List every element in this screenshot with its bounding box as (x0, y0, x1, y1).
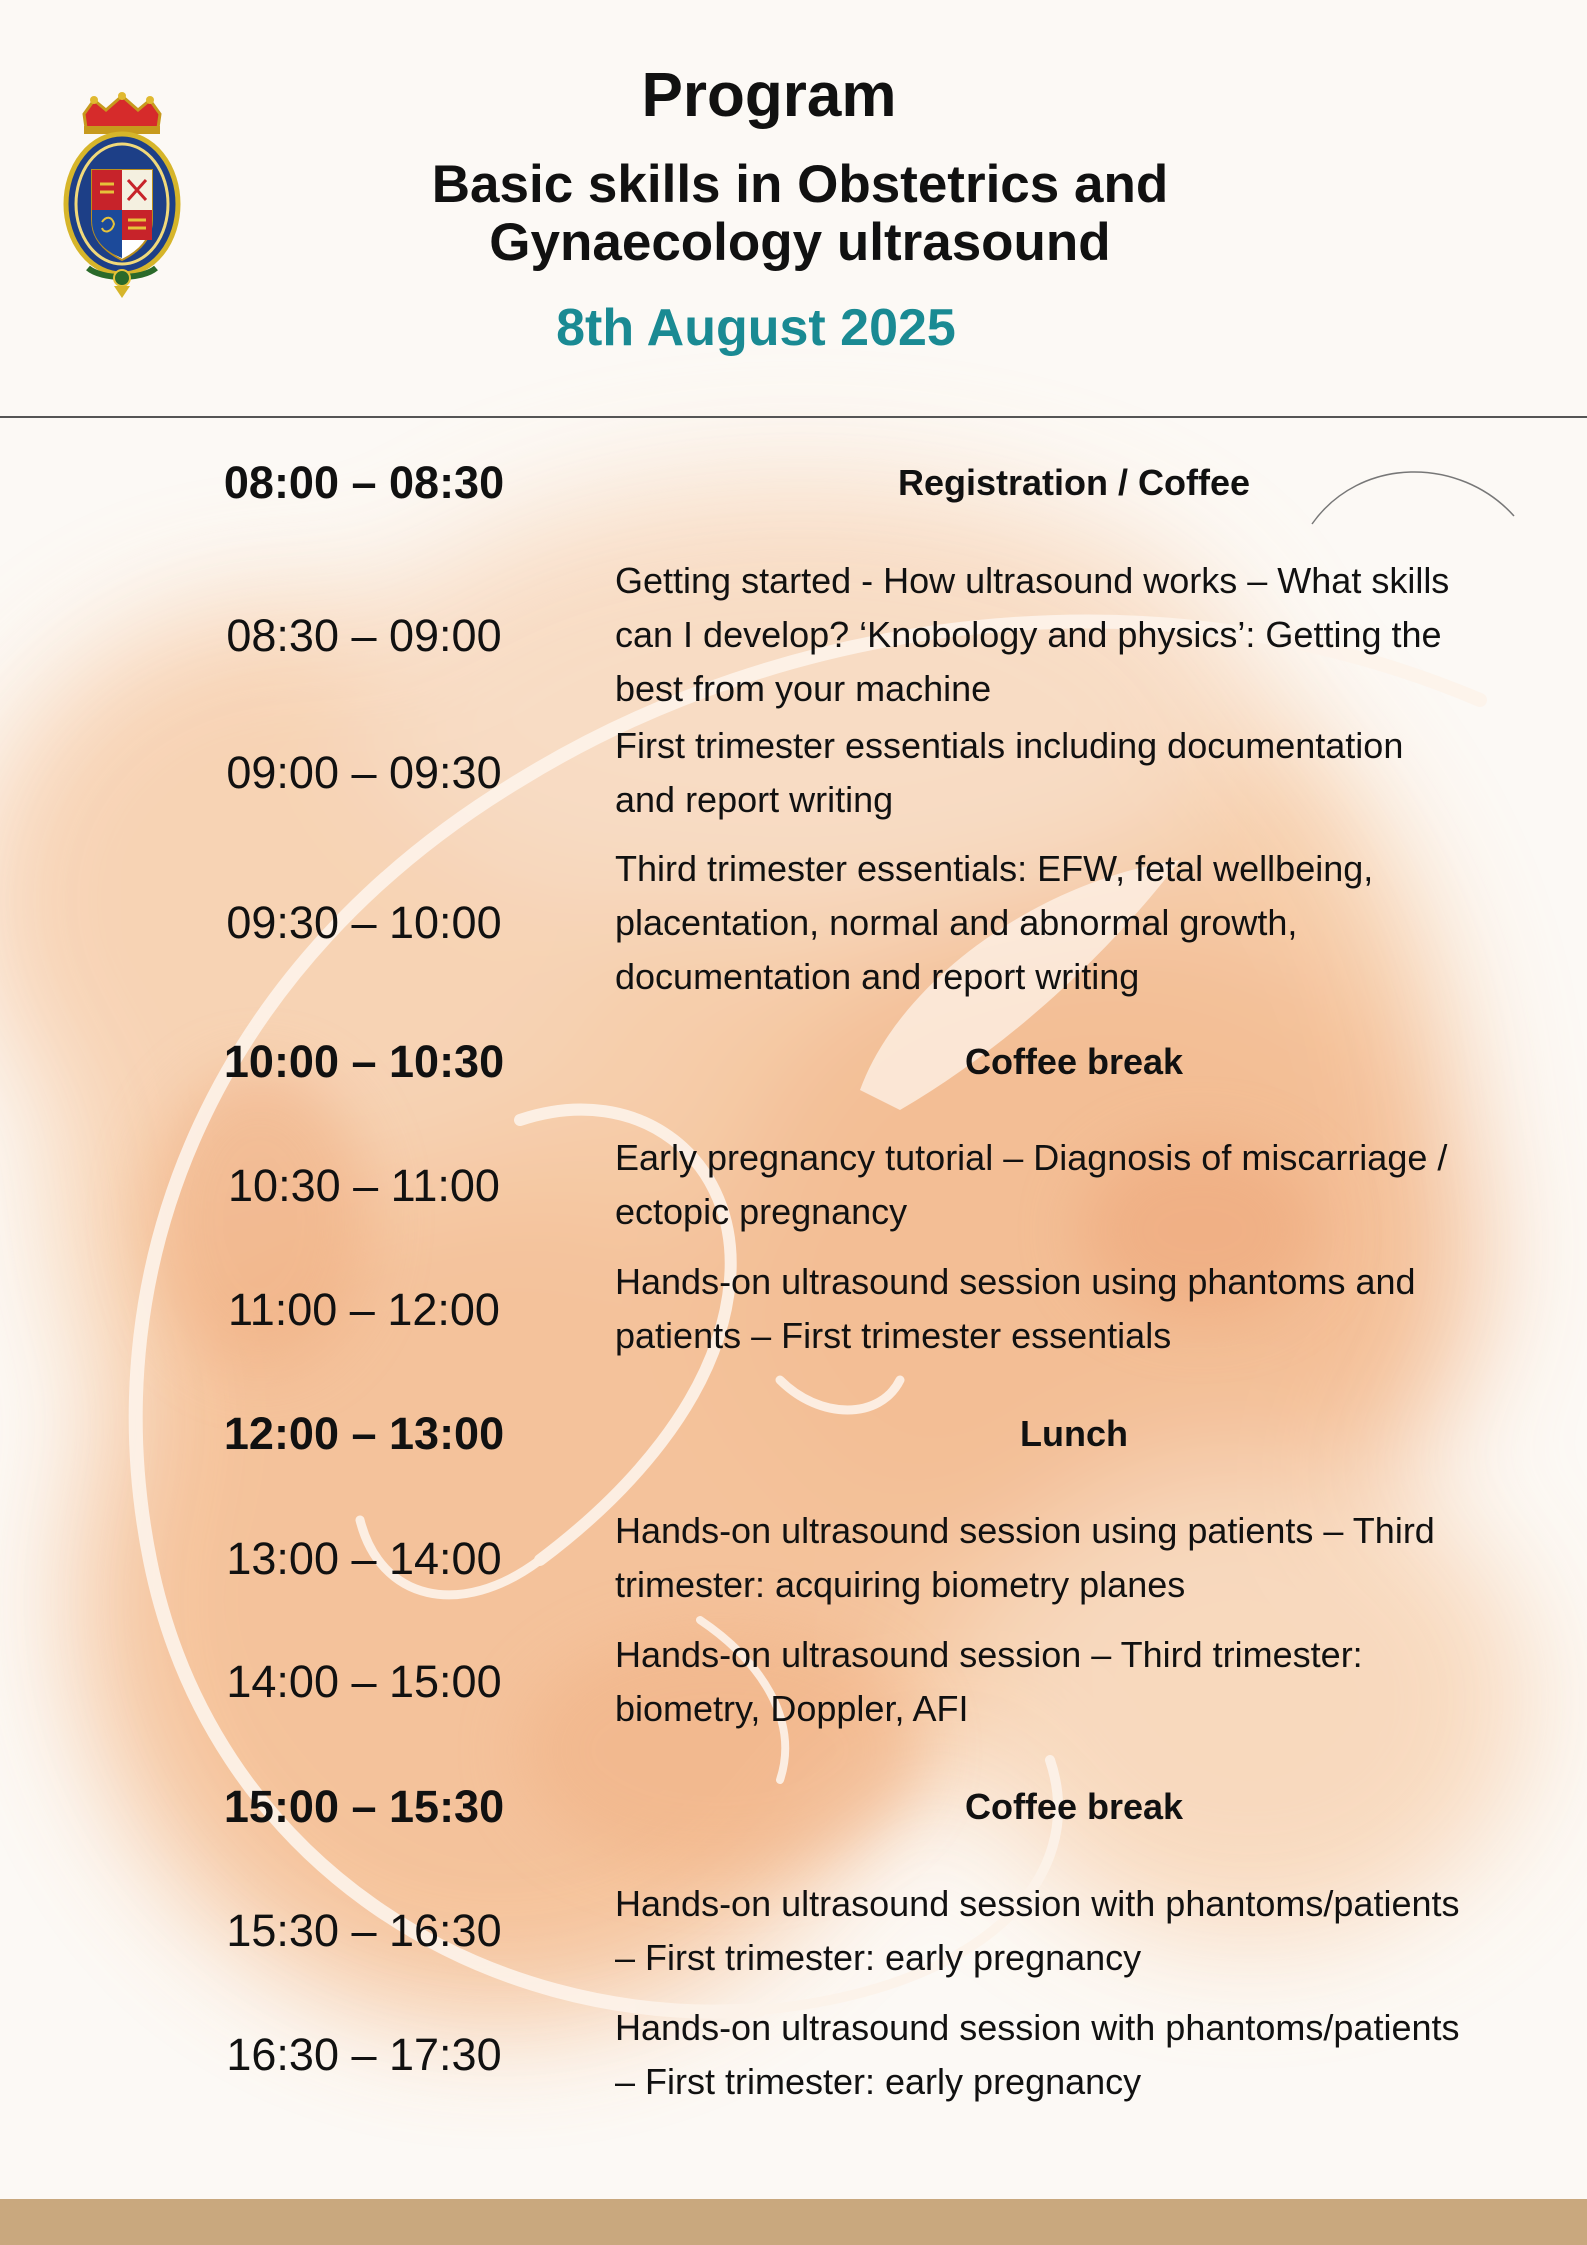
session-line: trimester: acquiring biometry planes (615, 1564, 1186, 1605)
time-slot: 12:00 – 13:00 (223, 1408, 505, 1459)
page-subtitle (0, 156, 1587, 272)
session-title (615, 1035, 1533, 1089)
page-title: Program (641, 61, 897, 130)
time-slot: 10:00 – 10:30 (223, 1036, 505, 1087)
session-line: Coffee break (964, 1786, 1184, 1827)
session-line: First trimester essentials including documentation (615, 725, 1404, 766)
time-slot: 16:30 – 17:30 (226, 2029, 502, 2080)
time-slot: 09:30 – 10:00 (226, 897, 502, 948)
session-title (615, 456, 1533, 510)
session-line: best from your machine (615, 668, 992, 709)
session-line: Hands-on ultrasound session – Third trimester: (615, 1634, 1363, 1675)
session-title (615, 1780, 1533, 1834)
time-slot: 10:30 – 11:00 (228, 1160, 500, 1211)
session-description (615, 1131, 1555, 1239)
session-line: – First trimester: early pregnancy (615, 2061, 1142, 2102)
time-slot: 14:00 – 15:00 (226, 1656, 502, 1707)
session-description (615, 1504, 1555, 1612)
session-line: Coffee break (964, 1041, 1184, 1082)
footer-band (0, 2199, 1587, 2245)
session-line: Hands-on ultrasound session with phantoms/patients (615, 2007, 1460, 2048)
time-slot: 15:00 – 15:30 (223, 1781, 505, 1832)
session-line: Hands-on ultrasound session using patients – Third (615, 1510, 1435, 1551)
session-line: biometry, Doppler, AFI (615, 1688, 969, 1729)
session-description (615, 554, 1555, 716)
time-slot: 08:30 – 09:00 (226, 610, 502, 661)
event-date: 8th August 2025 (556, 299, 956, 357)
subtitle-line-2: Gynaecology ultrasound (489, 213, 1111, 272)
header-divider (0, 416, 1587, 418)
session-line: documentation and report writing (615, 956, 1140, 997)
session-line: Getting started - How ultrasound works – What skills (615, 560, 1450, 601)
session-line: can I develop? ‘Knobology and physics’: Getting the (615, 614, 1442, 655)
time-slot: 08:00 – 08:30 (223, 457, 505, 508)
session-line: Third trimester essentials: EFW, fetal wellbeing, (615, 848, 1374, 889)
session-description (615, 719, 1555, 827)
session-description (615, 2001, 1555, 2109)
session-description (615, 1877, 1555, 1985)
session-line: Hands-on ultrasound session with phantoms/patients (615, 1883, 1460, 1924)
time-slot: 13:00 – 14:00 (226, 1533, 502, 1584)
session-description (615, 1255, 1555, 1363)
time-slot: 11:00 – 12:00 (228, 1284, 500, 1335)
session-line: Registration / Coffee (897, 462, 1251, 503)
subtitle-line-1: Basic skills in Obstetrics and (431, 155, 1169, 214)
session-line: Lunch (1020, 1413, 1128, 1454)
time-slot: 09:00 – 09:30 (226, 747, 502, 798)
time-slot: 15:30 – 16:30 (226, 1905, 502, 1956)
session-description (615, 842, 1555, 1004)
session-line: and report writing (615, 779, 894, 820)
session-line: ectopic pregnancy (615, 1191, 908, 1232)
session-line: patients – First trimester essentials (615, 1315, 1172, 1356)
session-title (615, 1407, 1533, 1461)
session-line: Hands-on ultrasound session using phantoms and (615, 1261, 1416, 1302)
session-description (615, 1628, 1555, 1736)
session-line: – First trimester: early pregnancy (615, 1937, 1142, 1978)
session-line: placentation, normal and abnormal growth, (615, 902, 1298, 943)
session-line: Early pregnancy tutorial – Diagnosis of miscarriage / (615, 1137, 1448, 1178)
